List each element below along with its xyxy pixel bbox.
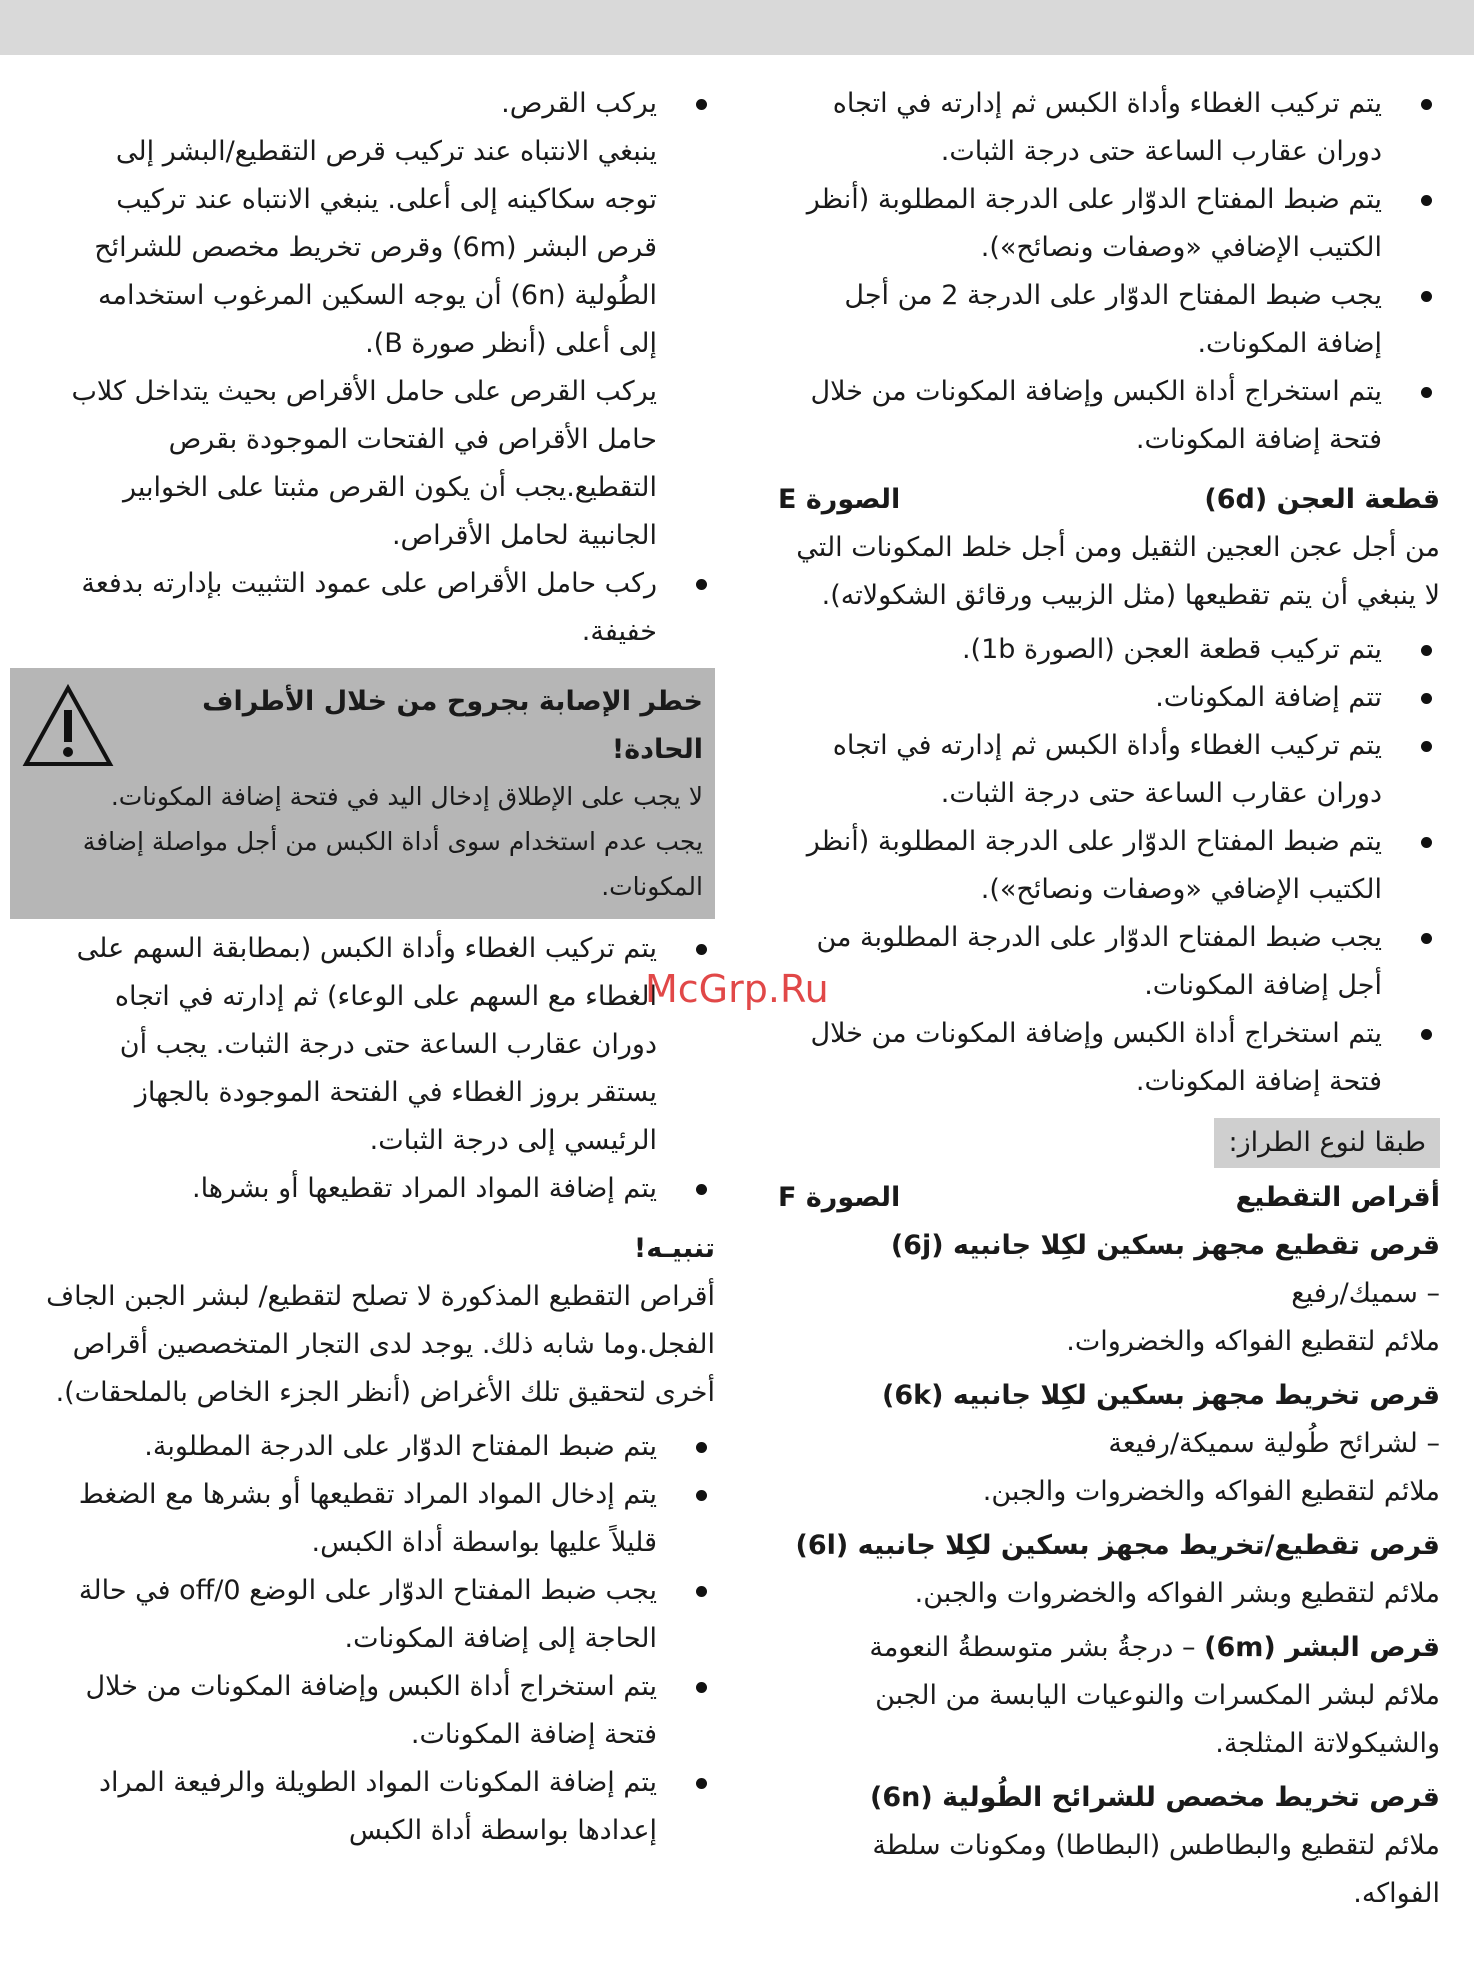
bullet-icon	[1421, 837, 1432, 848]
bullet-icon	[696, 579, 707, 590]
list-item: يتم تركيب قطعة العجن (الصورة 1b).	[778, 626, 1440, 674]
section-e-figure: الصورة E	[778, 484, 901, 515]
list-item: يتم تركيب الغطاء وأداة الكبس (بمطابقة السهم على الغطاء مع السهم على الوعاء) ثم إدارته في اتجاه دوران عقارب الساعة حتى درجة الثبات. يجب أن يستقر بروز الغطاء في الفتحة الموجودة بالجهاز الرئيسي إلى درجة الثبات.	[60, 925, 715, 1165]
list-item: يتم ضبط المفتاح الدوّار على الدرجة المطلوبة (أنظر الكتيب الإضافي «وصفات ونصائح»).	[778, 818, 1440, 914]
section-e-bullets	[778, 626, 1440, 1106]
warning-triangle-icon	[22, 684, 114, 768]
bullet-icon	[696, 1682, 707, 1693]
section-f-figure: الصورة F	[778, 1182, 901, 1213]
list-item: يتم تركيب الغطاء وأداة الكبس ثم إدارته في اتجاه دوران عقارب الساعة حتى درجة الثبات.	[778, 80, 1440, 176]
list-item: يتم تركيب الغطاء وأداة الكبس ثم إدارته في اتجاه دوران عقارب الساعة حتى درجة الثبات.	[778, 722, 1440, 818]
operation-instructions	[10, 925, 715, 1213]
disc-6m-desc: ملائم لبشر المكسرات والنوعيات اليابسة من الجبن والشيكولاتة المثلجة.	[875, 1680, 1440, 1759]
bullet-list-top	[778, 80, 1440, 464]
disc-6k-title: قرص تخريط مجهز بسكين لكِلا جانبيه (6k)	[882, 1380, 1440, 1411]
bullet-icon	[1421, 741, 1432, 752]
list-item: يتم ضبط المفتاح الدوّار على الدرجة المطلوبة (أنظر الكتيب الإضافي «وصفات ونصائح»).	[778, 176, 1440, 272]
mount-paragraph-1: ينبغي الانتباه عند تركيب قرص التقطيع/البشر إلى توجه سكاكينه إلى أعلى. ينبغي الانتباه عند تركيب قرص البشر (6m) وقرص تخريط مخصص للشرائح الطُولية (6n) أن يوجه السكين المرغوب استخدامه إلى أعلى (أنظر صورة B).	[94, 136, 657, 359]
bullet-icon	[696, 1184, 707, 1195]
note-title: تنبيـه!	[633, 1233, 715, 1264]
bullet-icon	[696, 1586, 707, 1597]
bullet-icon	[1421, 645, 1432, 656]
bullet-icon	[696, 1442, 707, 1453]
bullet-icon	[696, 99, 707, 110]
list-item: يتم ضبط المفتاح الدوّار على الدرجة المطلوبة.	[60, 1423, 715, 1471]
list-item: يتم إضافة المواد المراد تقطيعها أو بشرها.	[60, 1165, 715, 1213]
disc-6l-title: قرص تقطيع/تخريط مجهز بسكين لكِلا جانبيه (6l)	[795, 1530, 1440, 1561]
warning-heading	[22, 678, 703, 774]
bullet-icon	[1421, 195, 1432, 206]
list-item: يتم استخراج أداة الكبس وإضافة المكونات من خلال فتحة إضافة المكونات.	[778, 1010, 1440, 1106]
bullet-icon	[1421, 1029, 1432, 1040]
bullet-icon	[1421, 291, 1432, 302]
disc-6l-desc: ملائم لتقطيع وبشر الفواكه والخضروات والجبن.	[914, 1578, 1440, 1609]
note-text: أقراص التقطيع المذكورة لا تصلح لتقطيع/ لبشر الجبن الجاف الفجل.وما شابه ذلك. يوجد لدى التجار المتخصصين أقراص أخرى لتحقيق تلك الأغراض (أنظر الجزء الخاص بالملحقات).	[46, 1281, 715, 1408]
bullet-icon	[696, 1778, 707, 1789]
warning-line-2: يجب عدم استخدام سوى أداة الكبس من أجل مواصلة إضافة المكونات.	[82, 827, 703, 901]
warning-line-1: لا يجب على الإطلاق إدخال اليد في فتحة إضافة المكونات.	[110, 782, 703, 811]
bullet-icon	[1421, 387, 1432, 398]
list-item: يتم إدخال المواد المراد تقطيعها أو بشرها مع الضغط قليلاً عليها بواسطة أداة الكبس.	[60, 1471, 715, 1567]
left-column	[10, 80, 715, 1855]
list-item: يجب ضبط المفتاح الدوّار على الوضع off/0 في حالة الحاجة إلى إضافة المكونات.	[60, 1567, 715, 1663]
watermark: McGrp.Ru	[645, 967, 829, 1011]
list-item: يتم إضافة المكونات المواد الطويلة والرفيعة المراد إعدادها بواسطة أداة الكبس	[60, 1759, 715, 1855]
bullet-icon	[1421, 693, 1432, 704]
warning-title: خطر الإصابة بجروح من خلال الأطراف الحادة!	[202, 686, 703, 765]
warning-box	[10, 668, 715, 919]
bullet-icon	[1421, 99, 1432, 110]
section-e-heading	[778, 476, 1440, 524]
disc-6j-title: قرص تقطيع مجهز بسكين لكِلا جانبيه (6j)	[890, 1230, 1440, 1261]
header-bar	[0, 0, 1474, 55]
bullet-icon	[1421, 933, 1432, 944]
section-f-heading	[778, 1174, 1440, 1222]
disc-6k-desc: ملائم لتقطيع الفواكه والخضروات والجبن.	[982, 1476, 1440, 1507]
section-e-title: قطعة العجن (6d)	[1204, 484, 1440, 515]
list-item: تتم إضافة المكونات.	[778, 674, 1440, 722]
mount-instructions	[10, 80, 715, 656]
disc-6n-title: قرص تخريط مخصص للشرائح الطُولية (6n)	[870, 1782, 1440, 1813]
list-item: يجب ضبط المفتاح الدوّار على الدرجة 2 من أجل إضافة المكونات.	[778, 272, 1440, 368]
disc-6j-sub: – سميك/رفيع	[1291, 1278, 1440, 1309]
mount-paragraph-2: يركب القرص على حامل الأقراص بحيث يتداخل كلاب حامل الأقراص في الفتحات الموجودة بقرص التقطيع.يجب أن يكون القرص مثبتا على الخوابير الجانبية لحامل الأقراص.	[71, 376, 657, 551]
list-item: يتم استخراج أداة الكبس وإضافة المكونات من خلال فتحة إضافة المكونات.	[778, 368, 1440, 464]
bullet-icon	[696, 1490, 707, 1501]
disc-6n-desc: ملائم لتقطيع والبطاطس (البطاطا) ومكونات سلطة الفواكه.	[872, 1830, 1440, 1909]
disc-6k-sub: – لشرائح طُولية سميكة/رفيعة	[1108, 1428, 1440, 1459]
disc-6m-sub: – درجةُ بشر متوسطةُ النعومة	[869, 1632, 1196, 1663]
list-item: يتم استخراج أداة الكبس وإضافة المكونات من خلال فتحة إضافة المكونات.	[60, 1663, 715, 1759]
list-item: يركب القرص.	[60, 80, 715, 128]
section-f-title: أقراص التقطيع	[1235, 1182, 1440, 1213]
right-column	[778, 80, 1440, 1918]
bullet-icon	[696, 944, 707, 955]
section-e-intro: من أجل عجن العجين الثقيل ومن أجل خلط المكونات التي لا ينبغي أن يتم تقطيعها (مثل الزبيب ورقائق الشكولاته).	[796, 532, 1440, 611]
disc-6m-title: قرص البشر (6m)	[1204, 1632, 1440, 1663]
model-tag: طبقا لنوع الطراز:	[1214, 1118, 1440, 1168]
disc-6m-heading	[778, 1624, 1440, 1672]
final-instructions	[10, 1423, 715, 1855]
list-item: يجب ضبط المفتاح الدوّار على الدرجة المطلوبة من أجل إضافة المكونات.	[778, 914, 1440, 1010]
disc-6j-desc: ملائم لتقطيع الفواكه والخضروات.	[1066, 1326, 1440, 1357]
list-item: ركب حامل الأقراص على عمود التثبيت بإدارته بدفعة خفيفة.	[60, 560, 715, 656]
